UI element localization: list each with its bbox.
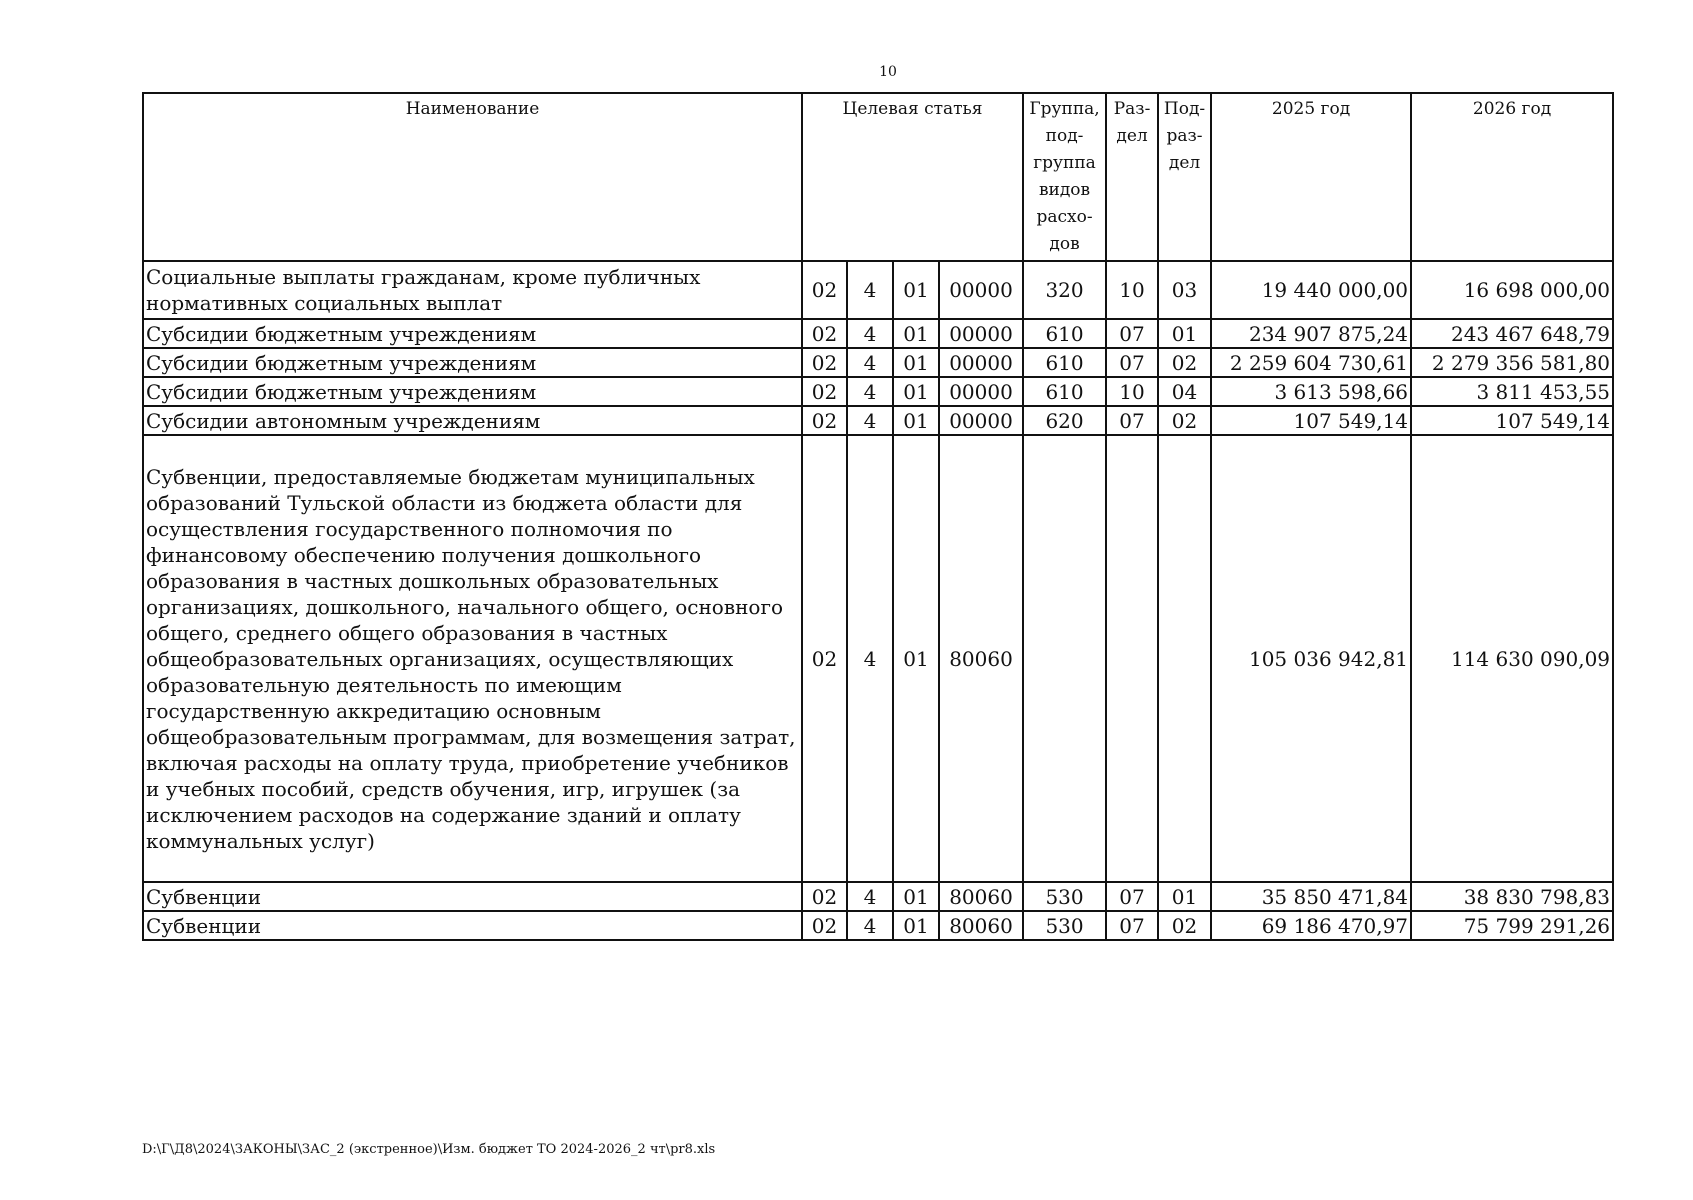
cell-group: 530: [1023, 882, 1106, 911]
cell-group: 620: [1023, 406, 1106, 435]
cell-2026: 243 467 648,79: [1411, 319, 1613, 348]
cell-subsection: 04: [1158, 377, 1211, 406]
cell-target-3: 01: [893, 348, 939, 377]
cell-target-2: 4: [847, 348, 893, 377]
cell-target-4: 80060: [939, 435, 1023, 882]
cell-target-4: 00000: [939, 406, 1023, 435]
table-row: [143, 377, 1613, 406]
cell-target-1: 02: [802, 882, 847, 911]
cell-2025: 107 549,14: [1211, 406, 1411, 435]
cell-target-4: 00000: [939, 348, 1023, 377]
cell-2025: 35 850 471,84: [1211, 882, 1411, 911]
file-path-footer: D:\Г\Д8\2024\ЗАКОНЫ\ЗАС_2 (экстренное)\Изм. бюджет ТО 2024-2026_2 чт\pr8.xls: [142, 1142, 716, 1157]
cell-group: 610: [1023, 377, 1106, 406]
cell-name: Субсидии бюджетным учреждениям: [143, 348, 802, 377]
cell-target-1: 02: [802, 319, 847, 348]
cell-group: 320: [1023, 261, 1106, 319]
cell-target-2: 4: [847, 261, 893, 319]
table-row: [143, 319, 1613, 348]
cell-subsection: [1158, 435, 1211, 882]
cell-target-2: 4: [847, 406, 893, 435]
cell-target-3: 01: [893, 435, 939, 882]
cell-target-3: 01: [893, 377, 939, 406]
cell-2026: 75 799 291,26: [1411, 911, 1613, 940]
cell-2025: 2 259 604 730,61: [1211, 348, 1411, 377]
cell-target-2: 4: [847, 319, 893, 348]
header-row: [143, 93, 1613, 261]
cell-name: Субсидии бюджетным учреждениям: [143, 377, 802, 406]
cell-2025: 105 036 942,81: [1211, 435, 1411, 882]
cell-subsection: 03: [1158, 261, 1211, 319]
cell-subsection: 01: [1158, 319, 1211, 348]
cell-2026: 114 630 090,09: [1411, 435, 1613, 882]
cell-target-3: 01: [893, 319, 939, 348]
cell-target-4: 00000: [939, 377, 1023, 406]
cell-name: Субвенции, предоставляемые бюджетам муниципальных образований Тульской области из бюджета области для осуществления государственного полномочия по финансовому обеспечению получения дошкольного образования в частных дошкольных образовательных организациях, дошкольного, начального общего, основного общего, среднего общего образования в частных общеобразовательных организациях, осуществляющих образовательную деятельность по имеющим государственную аккредитацию основным общеобразовательным программам, для возмещения затрат, включая расходы на оплату труда, приобретение учебников и учебных пособий, средств обучения, игр, игрушек (за исключением расходов на содержание зданий и оплату коммунальных услуг): [143, 435, 802, 882]
cell-section: 07: [1106, 911, 1158, 940]
cell-name: Субсидии бюджетным учреждениям: [143, 319, 802, 348]
cell-section: [1106, 435, 1158, 882]
cell-target-1: 02: [802, 261, 847, 319]
cell-group: 530: [1023, 911, 1106, 940]
cell-section: 10: [1106, 377, 1158, 406]
cell-group: 610: [1023, 348, 1106, 377]
cell-group: [1023, 435, 1106, 882]
cell-2025: 19 440 000,00: [1211, 261, 1411, 319]
cell-target-2: 4: [847, 377, 893, 406]
header-2025: 2025 год: [1211, 93, 1411, 261]
cell-target-1: 02: [802, 435, 847, 882]
cell-target-1: 02: [802, 911, 847, 940]
table-row: [143, 911, 1613, 940]
budget-table: [142, 92, 1614, 941]
header-group: Группа, под-группа видов расхо-дов: [1023, 93, 1106, 261]
cell-section: 10: [1106, 261, 1158, 319]
cell-target-1: 02: [802, 406, 847, 435]
cell-target-4: 80060: [939, 882, 1023, 911]
cell-target-4: 00000: [939, 261, 1023, 319]
cell-subsection: 02: [1158, 406, 1211, 435]
header-name: Наименование: [143, 93, 802, 261]
cell-name: Субвенции: [143, 882, 802, 911]
header-2026: 2026 год: [1411, 93, 1613, 261]
cell-2026: 16 698 000,00: [1411, 261, 1613, 319]
cell-2025: 69 186 470,97: [1211, 911, 1411, 940]
cell-target-1: 02: [802, 377, 847, 406]
cell-target-3: 01: [893, 261, 939, 319]
cell-target-2: 4: [847, 911, 893, 940]
cell-subsection: 01: [1158, 882, 1211, 911]
cell-2025: 3 613 598,66: [1211, 377, 1411, 406]
table-row: [143, 435, 1613, 882]
cell-2026: 38 830 798,83: [1411, 882, 1613, 911]
cell-2026: 2 279 356 581,80: [1411, 348, 1613, 377]
cell-section: 07: [1106, 406, 1158, 435]
cell-group: 610: [1023, 319, 1106, 348]
cell-name: Субвенции: [143, 911, 802, 940]
header-subsection: Под-раз-дел: [1158, 93, 1211, 261]
table-row: [143, 261, 1613, 319]
cell-target-4: 00000: [939, 319, 1023, 348]
cell-target-4: 80060: [939, 911, 1023, 940]
cell-target-1: 02: [802, 348, 847, 377]
cell-target-3: 01: [893, 406, 939, 435]
cell-target-3: 01: [893, 882, 939, 911]
cell-2026: 107 549,14: [1411, 406, 1613, 435]
cell-subsection: 02: [1158, 911, 1211, 940]
cell-section: 07: [1106, 348, 1158, 377]
cell-2026: 3 811 453,55: [1411, 377, 1613, 406]
table-row: [143, 882, 1613, 911]
table-row: [143, 348, 1613, 377]
cell-section: 07: [1106, 882, 1158, 911]
cell-target-3: 01: [893, 911, 939, 940]
table-row: [143, 406, 1613, 435]
header-section: Раз-дел: [1106, 93, 1158, 261]
page-number: 10: [879, 64, 897, 80]
header-target: Целевая статья: [802, 93, 1023, 261]
cell-name: Субсидии автономным учреждениям: [143, 406, 802, 435]
cell-section: 07: [1106, 319, 1158, 348]
cell-target-2: 4: [847, 882, 893, 911]
cell-subsection: 02: [1158, 348, 1211, 377]
cell-2025: 234 907 875,24: [1211, 319, 1411, 348]
cell-target-2: 4: [847, 435, 893, 882]
cell-name: Социальные выплаты гражданам, кроме публичных нормативных социальных выплат: [143, 261, 802, 319]
